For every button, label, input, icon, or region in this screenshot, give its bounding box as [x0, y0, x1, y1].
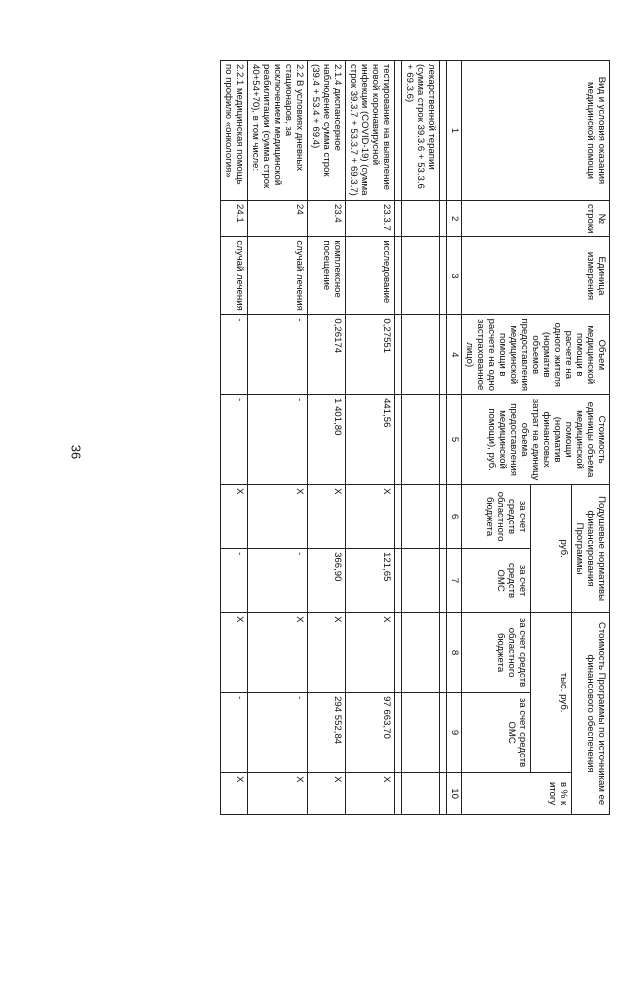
column-index-row [447, 61, 462, 815]
cell-pct [402, 773, 440, 815]
header-cost-pct: в % к итогу [462, 773, 572, 815]
cell-row-no: 23.4 [308, 201, 346, 237]
cell-cost-oms: 97 663,70 [346, 693, 395, 773]
col-index: 4 [447, 315, 462, 395]
cell-row-no: 23.3.7 [346, 201, 395, 237]
header-per-capita: Подушевые нормативы финансирования Программы [572, 485, 610, 613]
cell-pc-oms: - [221, 549, 248, 613]
cell-unit-cost: 441,56 [346, 395, 395, 485]
cell-volume: 0,26174 [308, 315, 346, 395]
table-row [308, 61, 346, 815]
cell-pc-budget: Х [221, 485, 248, 549]
col-index: 5 [447, 395, 462, 485]
cell-cost-oms: - [221, 693, 248, 773]
header-type: Вид и условия оказания медицинской помощи [462, 61, 610, 201]
cell-type: лекарственной терапии (сумма строк 39.3.6 + 53.3.6 + 69.3.6) [402, 61, 440, 201]
cell-pct: Х [221, 773, 248, 815]
cell-cost-oms: - [248, 693, 308, 773]
header-per-capita-oms: за счет средств ОМС [462, 549, 531, 613]
cell-unit: исследование [346, 237, 395, 315]
cell-unit-cost: 1 401,80 [308, 395, 346, 485]
cell-cost-oms [402, 693, 440, 773]
cell-type: 2.2 В условиях дневных стационаров, за исключением медицинской реабилитации (сумма строк 40+54+70), в том числе: [248, 61, 308, 201]
table-row [221, 61, 248, 815]
page-number: 36 [68, 444, 84, 460]
cell-volume: - [221, 315, 248, 395]
cell-volume [402, 315, 440, 395]
cell-unit: комплексное посещение [308, 237, 346, 315]
header-cost-unit: тыс. руб. [531, 613, 572, 773]
cell-pc-oms: - [248, 549, 308, 613]
cell-unit-cost [402, 395, 440, 485]
table-row [346, 61, 395, 815]
cell-type: 2.2.1 медицинская помощь по профилю «онкология» [221, 61, 248, 201]
col-index: 8 [447, 613, 462, 693]
col-index: 7 [447, 549, 462, 613]
cell-row-no [402, 201, 440, 237]
table-row [402, 61, 440, 815]
program-cost-table [220, 60, 610, 815]
header-cost-budget: за счет средств областного бюджета [462, 613, 531, 693]
cell-volume: - [248, 315, 308, 395]
col-index: 3 [447, 237, 462, 315]
header-cost: Стоимость Программы по источникам ее финансового обеспечения [572, 613, 610, 815]
col-index: 1 [447, 61, 462, 201]
header-unit: Единица измерения [462, 237, 610, 315]
header-per-capita-unit: руб. [531, 485, 572, 613]
cell-pct: Х [308, 773, 346, 815]
cell-row-no: 24.1 [221, 201, 248, 237]
cell-type: 2.1.4 диспансерное наблюдение сумма строк (39.4 + 53.4 + 69.4) [308, 61, 346, 201]
cell-unit: случай лечения [248, 237, 308, 315]
cell-cost-budget: Х [346, 613, 395, 693]
cell-cost-budget: Х [308, 613, 346, 693]
cell-pc-oms: 121,65 [346, 549, 395, 613]
cell-pc-budget: Х [308, 485, 346, 549]
cell-pc-oms [402, 549, 440, 613]
cell-pc-oms: 366,90 [308, 549, 346, 613]
rotated-table-page [102, 0, 622, 1000]
cell-cost-budget: Х [221, 613, 248, 693]
col-index: 10 [447, 773, 462, 815]
cell-unit-cost: - [221, 395, 248, 485]
cell-pc-budget: Х [346, 485, 395, 549]
cell-unit-cost: - [248, 395, 308, 485]
header-unit-cost: Стоимость единицы объема медицинской помощи (норматив финансовых затрат на единицу объема предоставления медицинской помощи), руб. [462, 395, 610, 485]
cell-pct: Х [248, 773, 308, 815]
header-cost-oms: за счет средств ОМС [462, 693, 531, 773]
cell-cost-oms: 294 552,84 [308, 693, 346, 773]
col-index: 2 [447, 201, 462, 237]
cell-cost-budget: Х [248, 613, 308, 693]
cell-pc-budget: Х [248, 485, 308, 549]
cell-unit [402, 237, 440, 315]
table-row [248, 61, 308, 815]
cell-pct: Х [346, 773, 395, 815]
header-row-no: № строки [462, 201, 610, 237]
header-volume: Объем медицинской помощи в расчете на одного жителя (норматив объемов предоставления медицинской помощи в расчете на одно застрахованное лицо) [462, 315, 610, 395]
header-per-capita-budget: за счет средств областного бюджета [462, 485, 531, 549]
cell-type: тестирование на выявление новой коронавирусной инфекции (COVID-19) (сумма строк 39.3.7 + 53.3.7 + 69.3.7) [346, 61, 395, 201]
cell-volume: 0,27551 [346, 315, 395, 395]
cell-unit: случай лечения [221, 237, 248, 315]
col-index: 9 [447, 693, 462, 773]
cell-pc-budget [402, 485, 440, 549]
col-index: 6 [447, 485, 462, 549]
cell-cost-budget [402, 613, 440, 693]
cell-row-no: 24 [248, 201, 308, 237]
